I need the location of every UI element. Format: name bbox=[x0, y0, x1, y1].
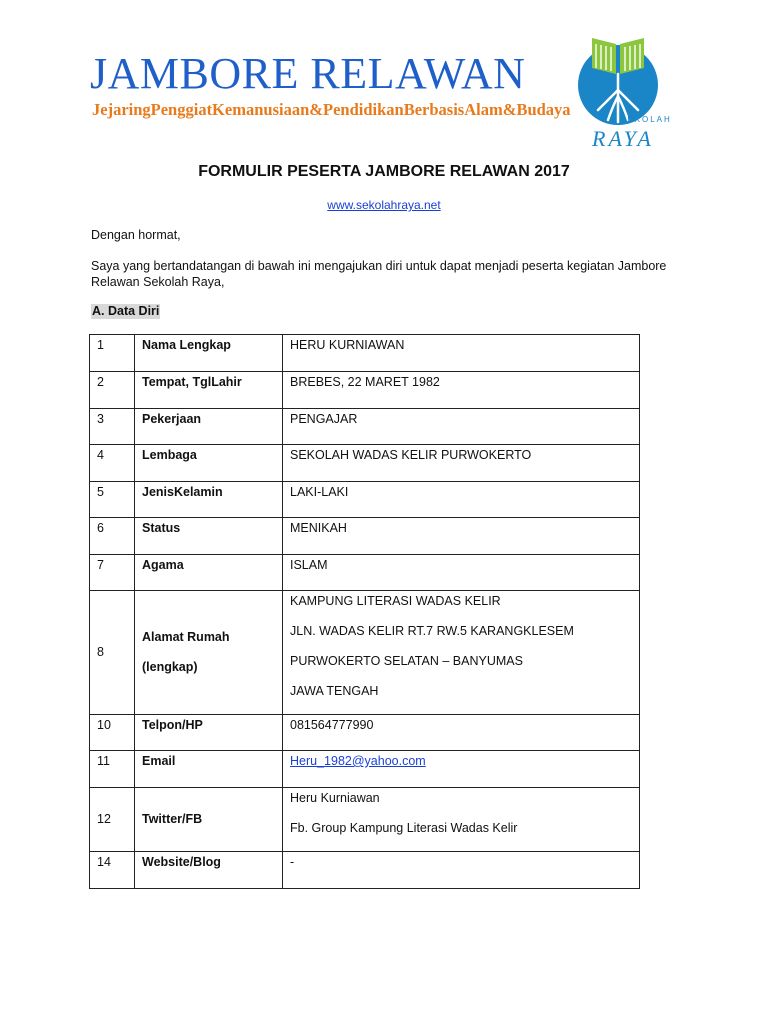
logo-text-top: SEKOLAH bbox=[620, 115, 672, 124]
row-value: LAKI-LAKI bbox=[283, 482, 640, 518]
table-row bbox=[90, 788, 640, 852]
row-number: 3 bbox=[90, 409, 135, 445]
row-number: 12 bbox=[90, 788, 135, 852]
sekolah-raya-logo bbox=[578, 30, 672, 151]
table-row bbox=[90, 852, 640, 889]
row-value bbox=[283, 591, 640, 715]
row-label: Agama bbox=[135, 555, 283, 591]
row-number: 7 bbox=[90, 555, 135, 591]
table-row bbox=[90, 555, 640, 591]
intro-paragraph: Saya yang bertandatangan di bawah ini mengajukan diri untuk dapat menjadi peserta kegiatan Jambore Relawan Sekolah Raya, bbox=[91, 259, 667, 289]
email-link[interactable]: Heru_1982@yahoo.com bbox=[290, 754, 426, 768]
row-label: Status bbox=[135, 518, 283, 555]
form-title: FORMULIR PESERTA JAMBORE RELAWAN 2017 bbox=[198, 163, 570, 180]
header-tagline: JejaringPenggiatKemanusiaan&PendidikanBerbasisAlam&Budaya bbox=[92, 100, 571, 119]
row-label: Nama Lengkap bbox=[135, 335, 283, 372]
social-line: Fb. Group Kampung Literasi Wadas Kelir bbox=[290, 821, 518, 835]
section-a-title: A. Data Diri bbox=[92, 304, 160, 318]
row-number: 6 bbox=[90, 518, 135, 555]
table-row bbox=[90, 482, 640, 518]
row-value: - bbox=[283, 852, 640, 889]
row-value bbox=[283, 751, 640, 788]
row-number: 14 bbox=[90, 852, 135, 889]
row-label: Twitter/FB bbox=[135, 788, 283, 852]
address-line: KAMPUNG LITERASI WADAS KELIR bbox=[290, 594, 501, 608]
row-value: MENIKAH bbox=[283, 518, 640, 555]
row-value: ISLAM bbox=[283, 555, 640, 591]
website-link[interactable]: www.sekolahraya.net bbox=[327, 198, 441, 212]
row-value: SEKOLAH WADAS KELIR PURWOKERTO bbox=[283, 445, 640, 482]
table-row bbox=[90, 751, 640, 788]
row-label-line: (lengkap) bbox=[142, 660, 198, 674]
row-number: 4 bbox=[90, 445, 135, 482]
row-value: HERU KURNIAWAN bbox=[283, 335, 640, 372]
row-label bbox=[135, 591, 283, 715]
row-number: 5 bbox=[90, 482, 135, 518]
table-row bbox=[90, 591, 640, 715]
row-label: Lembaga bbox=[135, 445, 283, 482]
row-number: 1 bbox=[90, 335, 135, 372]
table-row bbox=[90, 372, 640, 409]
address-line: JAWA TENGAH bbox=[290, 684, 379, 698]
row-label: Telpon/HP bbox=[135, 715, 283, 751]
logo-text-bottom: RAYA bbox=[592, 126, 654, 151]
table-row bbox=[90, 518, 640, 555]
row-label: Website/Blog bbox=[135, 852, 283, 889]
row-label: Pekerjaan bbox=[135, 409, 283, 445]
table-row bbox=[90, 335, 640, 372]
address-line: JLN. WADAS KELIR RT.7 RW.5 KARANGKLESEM bbox=[290, 624, 574, 638]
row-label: Tempat, TglLahir bbox=[135, 372, 283, 409]
table-row bbox=[90, 409, 640, 445]
row-number: 11 bbox=[90, 751, 135, 788]
row-value: 081564777990 bbox=[283, 715, 640, 751]
row-label: Email bbox=[135, 751, 283, 788]
row-number: 10 bbox=[90, 715, 135, 751]
row-number: 8 bbox=[90, 591, 135, 715]
header-title: JAMBORE RELAWAN bbox=[90, 49, 526, 98]
personal-data-table bbox=[89, 334, 640, 889]
table-row bbox=[90, 715, 640, 751]
greeting-text: Dengan hormat, bbox=[91, 228, 181, 242]
row-number: 2 bbox=[90, 372, 135, 409]
row-value: BREBES, 22 MARET 1982 bbox=[283, 372, 640, 409]
row-label-line: Alamat Rumah bbox=[142, 630, 230, 644]
row-value: PENGAJAR bbox=[283, 409, 640, 445]
row-label: JenisKelamin bbox=[135, 482, 283, 518]
address-line: PURWOKERTO SELATAN – BANYUMAS bbox=[290, 654, 523, 668]
table-row bbox=[90, 445, 640, 482]
social-line: Heru Kurniawan bbox=[290, 791, 380, 805]
row-value bbox=[283, 788, 640, 852]
